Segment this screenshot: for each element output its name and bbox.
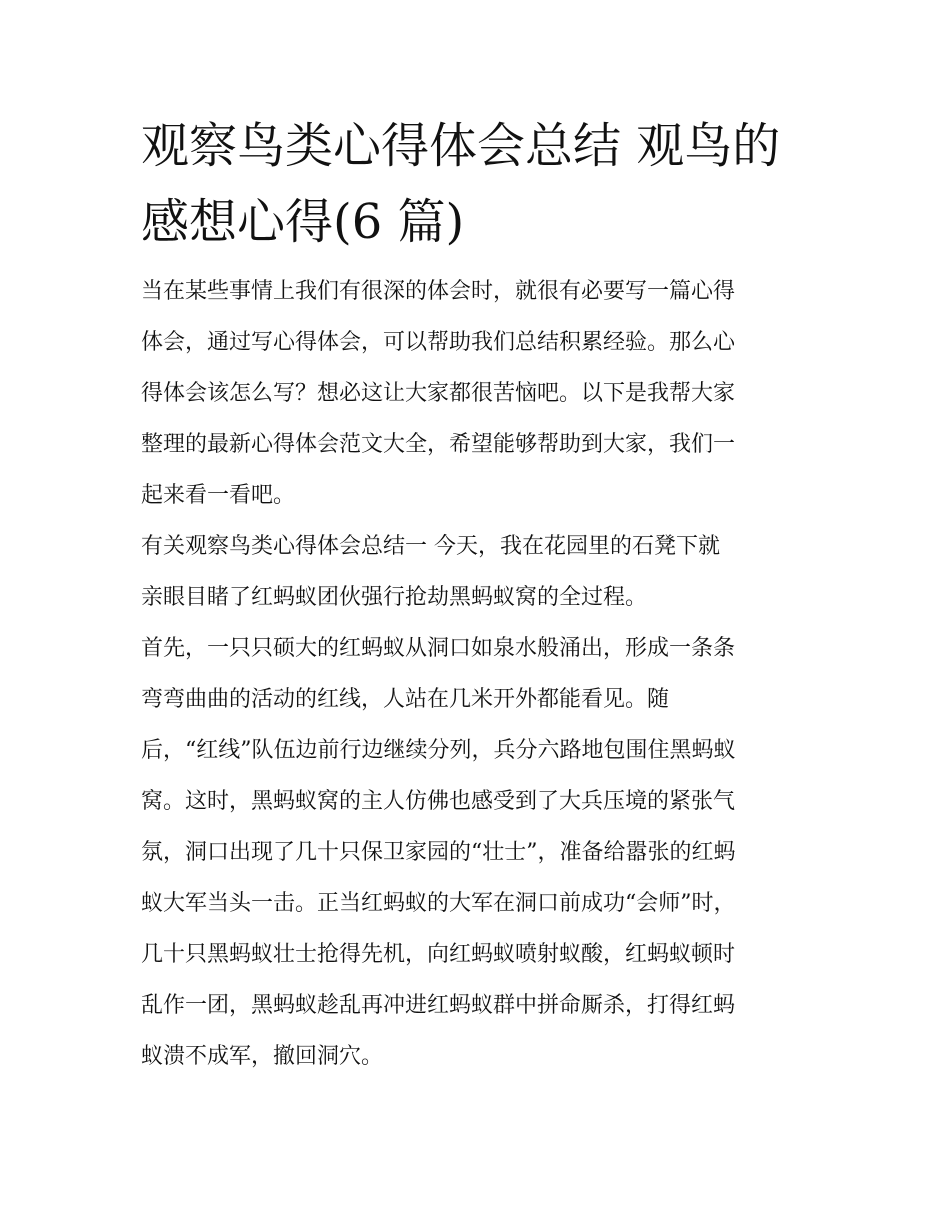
section-two-line: 氛，洞口出现了几十只保卫家园的“壮士”，准备给嚣张的红蚂 (141, 840, 736, 865)
section-two-line: 乱作一团，黑蚂蚁趁乱再冲进红蚂蚁群中拼命厮杀，打得红蚂 (141, 993, 736, 1018)
intro-paragraph (141, 266, 813, 521)
section-two-line: 后，“红线”队伍边前行边继续分列，兵分六路地包围住黑蚂蚁 (141, 738, 736, 763)
section-two-line: 窝。这时，黑蚂蚁窝的主人仿佛也感受到了大兵压境的紧张气 (141, 789, 736, 814)
intro-line: 整理的最新心得体会范文大全，希望能够帮助到大家，我们一 (141, 432, 736, 457)
section-one-line: 有关观察鸟类心得体会总结一 今天，我在花园里的石凳下就 (141, 534, 720, 559)
title-line-2: 感想心得(6 篇) (141, 194, 465, 250)
title-line-1: 观察鸟类心得体会总结 观鸟的 (141, 118, 781, 174)
section-two-line: 首先，一只只硕大的红蚂蚁从洞口如泉水般涌出，形成一条条 (141, 636, 736, 661)
intro-line: 体会，通过写心得体会，可以帮助我们总结积累经验。那么心 (141, 330, 736, 355)
document-title (141, 108, 813, 260)
intro-line: 当在某些事情上我们有很深的体会时，就很有必要写一篇心得 (141, 279, 736, 304)
section-two-paragraph (141, 623, 813, 1082)
section-one-line: 亲眼目睹了红蚂蚁团伙强行抢劫黑蚂蚁窝的全过程。 (141, 585, 648, 610)
intro-line: 得体会该怎么写？想必这让大家都很苦恼吧。以下是我帮大家 (141, 381, 736, 406)
section-two-line: 蚁溃不成军，撤回洞穴。 (141, 1044, 384, 1069)
section-one-paragraph (141, 521, 813, 623)
section-two-line: 弯弯曲曲的活动的红线，人站在几米开外都能看见。随 (141, 687, 670, 712)
document-body (141, 108, 813, 1082)
section-two-line: 蚁大军当头一击。正当红蚂蚁的大军在洞口前成功“会师”时， (141, 891, 736, 916)
section-two-line: 几十只黑蚂蚁壮士抢得先机，向红蚂蚁喷射蚁酸，红蚂蚁顿时 (141, 942, 736, 967)
intro-line: 起来看一看吧。 (141, 483, 296, 508)
